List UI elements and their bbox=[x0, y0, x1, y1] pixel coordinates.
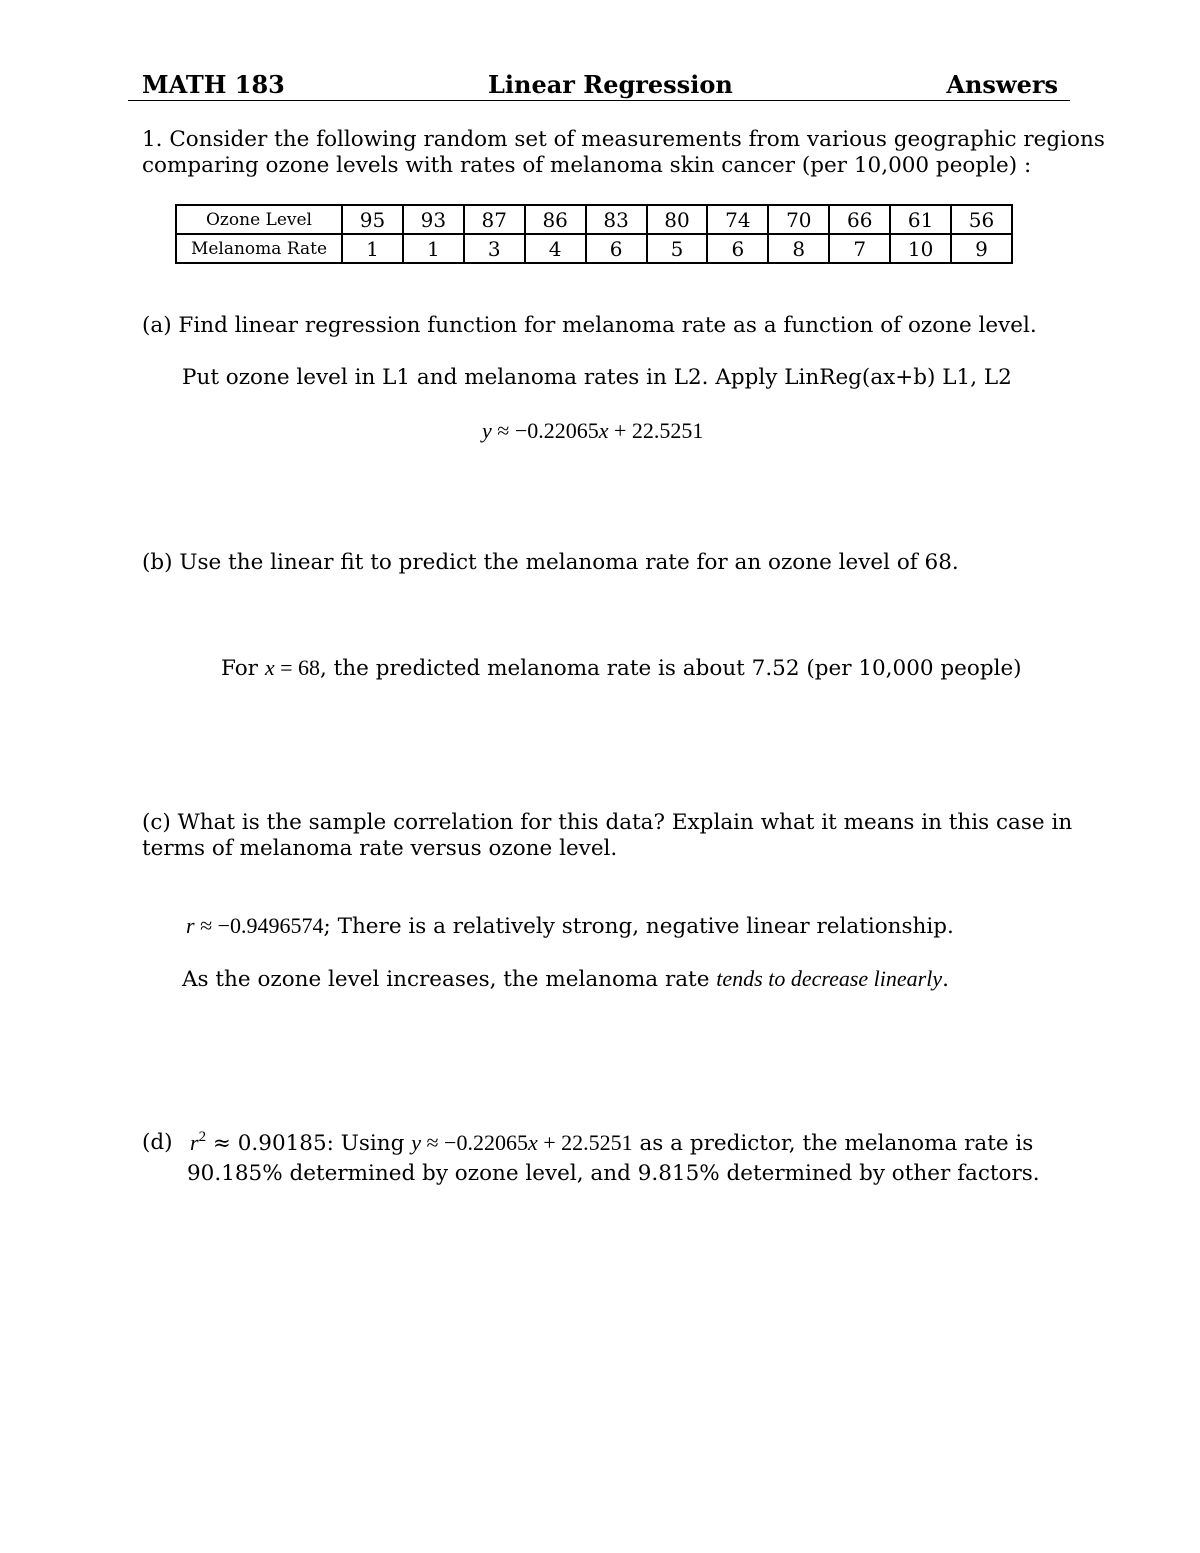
table-cell: 83 bbox=[586, 205, 647, 234]
page-title: Linear Regression bbox=[488, 70, 733, 99]
table-cell: 66 bbox=[829, 205, 890, 234]
line1-text: as a predictor, the melanoma rate is bbox=[632, 1131, 1034, 1156]
eq-var-y: y bbox=[411, 1130, 421, 1155]
r-value: ≈ −0.9496574 bbox=[194, 913, 324, 938]
table-cell: 70 bbox=[768, 205, 829, 234]
part-d-line1 bbox=[190, 1130, 1033, 1157]
eq-coef: ≈ −0.22065 bbox=[420, 1130, 528, 1155]
explanation-text: As the ozone level increases, the melanoma rate bbox=[182, 967, 717, 992]
table-cell: 6 bbox=[707, 234, 768, 263]
data-table bbox=[175, 204, 1013, 264]
eq-intercept: + 22.5251 bbox=[537, 1130, 633, 1155]
table-cell: 4 bbox=[525, 234, 586, 263]
table-cell: 87 bbox=[464, 205, 525, 234]
part-c-question-line2: terms of melanoma rate versus ozone level. bbox=[142, 836, 618, 861]
part-a-instruction: Put ozone level in L1 and melanoma rates in L2. Apply LinReg(ax+b) L1, L2 bbox=[182, 365, 1012, 390]
row-label-ozone: Ozone Level bbox=[176, 205, 342, 234]
part-d-line2: 90.185% determined by ozone level, and 9.815% determined by other factors. bbox=[187, 1161, 1040, 1186]
table-cell: 95 bbox=[342, 205, 403, 234]
eq-var-x: x bbox=[527, 1130, 538, 1155]
table-cell: 61 bbox=[890, 205, 951, 234]
part-c-question-line1: (c) What is the sample correlation for this data? Explain what it means in this case in bbox=[142, 810, 1073, 835]
eq-var-x: x bbox=[598, 418, 609, 443]
table-cell: 9 bbox=[951, 234, 1012, 263]
table-cell: 5 bbox=[647, 234, 708, 263]
r-interpretation: ; There is a relatively strong, negative linear relationship. bbox=[323, 914, 954, 939]
part-a-question: (a) Find linear regression function for melanoma rate as a function of ozone level. bbox=[142, 313, 1037, 338]
table-cell: 86 bbox=[525, 205, 586, 234]
table-cell: 8 bbox=[768, 234, 829, 263]
table-row-ozone bbox=[176, 205, 1012, 234]
r2-var: r bbox=[190, 1130, 199, 1155]
part-b-answer bbox=[221, 655, 1022, 682]
problem-intro-line2: comparing ozone levels with rates of melanoma skin cancer (per 10,000 people) : bbox=[142, 153, 1032, 178]
table-cell: 7 bbox=[829, 234, 890, 263]
eq-intercept: + 22.5251 bbox=[608, 418, 704, 443]
problem-intro-line1: 1. Consider the following random set of measurements from various geographic regions bbox=[142, 127, 1105, 152]
answer-var-x: x bbox=[264, 655, 275, 680]
table-cell: 3 bbox=[464, 234, 525, 263]
table-cell: 93 bbox=[403, 205, 464, 234]
explanation-italic: tends to decrease linearly bbox=[716, 966, 943, 991]
r2-value: ≈ 0.90185: Using bbox=[206, 1131, 412, 1156]
table-cell: 10 bbox=[890, 234, 951, 263]
part-c-correlation bbox=[186, 913, 954, 940]
r2-superscript: 2 bbox=[198, 1129, 207, 1145]
header-rule bbox=[128, 100, 1070, 101]
part-b-question: (b) Use the linear fit to predict the melanoma rate for an ozone level of 68. bbox=[142, 550, 959, 575]
course-code: MATH 183 bbox=[142, 70, 285, 99]
answer-prefix: For bbox=[221, 656, 265, 681]
answer-eq: = 68 bbox=[274, 655, 320, 680]
answers-label: Answers bbox=[946, 70, 1058, 99]
part-c-explanation bbox=[182, 966, 949, 993]
r-var: r bbox=[186, 913, 195, 938]
answer-text: , the predicted melanoma rate is about 7.52 (per 10,000 people) bbox=[320, 656, 1022, 681]
table-cell: 1 bbox=[342, 234, 403, 263]
row-label-melanoma: Melanoma Rate bbox=[176, 234, 342, 263]
table-cell: 1 bbox=[403, 234, 464, 263]
table-cell: 56 bbox=[951, 205, 1012, 234]
eq-coef: ≈ −0.22065 bbox=[491, 418, 599, 443]
table-row-melanoma bbox=[176, 234, 1012, 263]
eq-var-y: y bbox=[482, 418, 492, 443]
table-cell: 80 bbox=[647, 205, 708, 234]
explanation-end: . bbox=[942, 967, 949, 992]
part-d-label: (d) bbox=[142, 1130, 173, 1155]
part-a-equation bbox=[482, 418, 703, 444]
table-cell: 6 bbox=[586, 234, 647, 263]
table-cell: 74 bbox=[707, 205, 768, 234]
